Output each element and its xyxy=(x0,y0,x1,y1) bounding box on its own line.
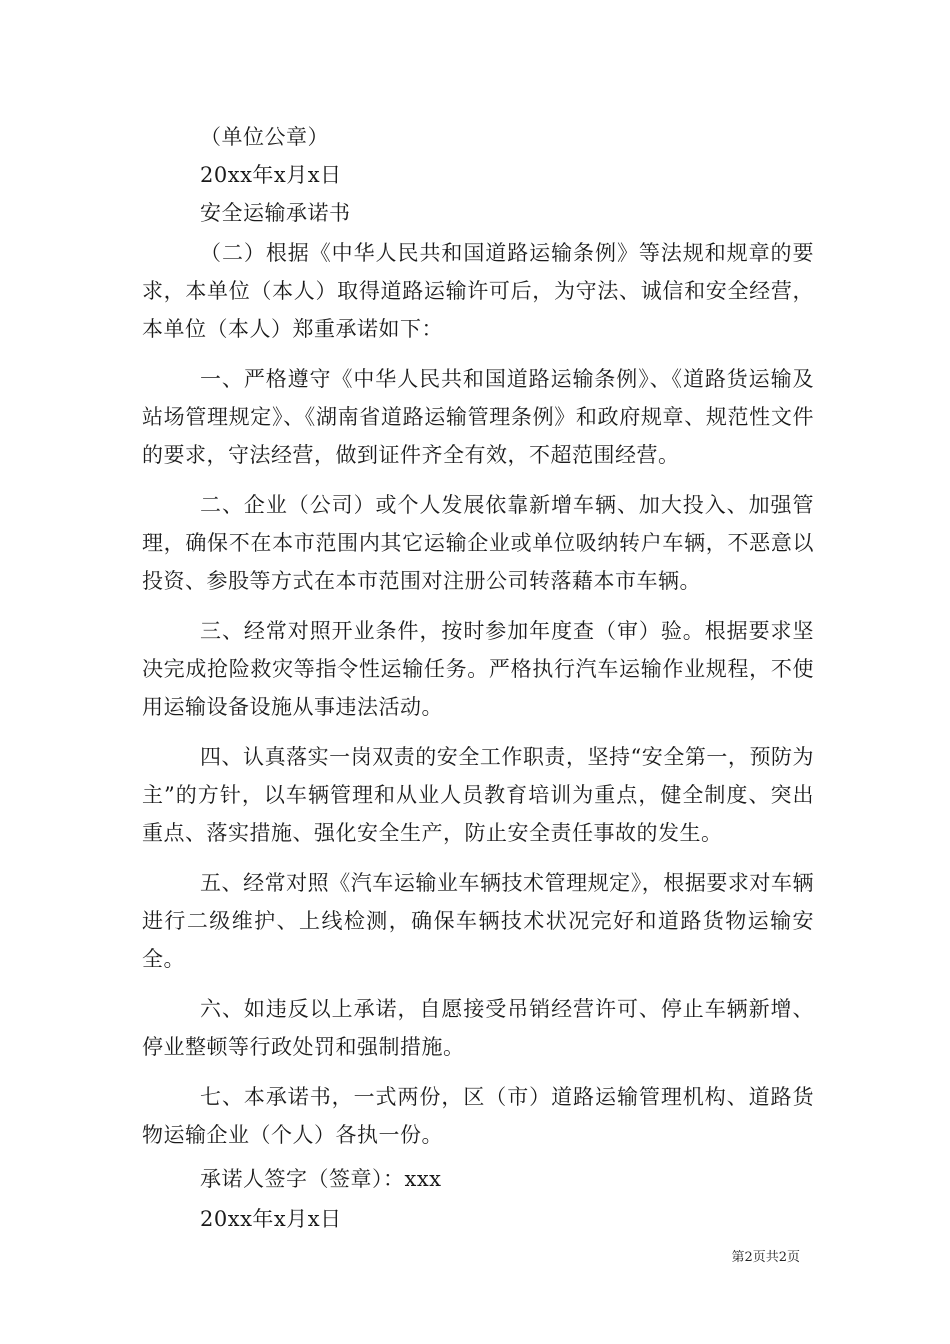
page-number: 第2页共2页 xyxy=(731,1250,800,1265)
document-title: 安全运输承诺书 xyxy=(200,201,351,225)
signer-line: 承诺人签字（签章）：xxx xyxy=(200,1167,442,1191)
paragraph-item-3: 三、经常对照开业条件，按时参加年度查（审）验。根据要求坚决完成抢险救灾等指令性运输任务。严格执行汽车运输作业规程，不使用运输设备设施从事违法活动。 xyxy=(142,619,814,719)
document-body xyxy=(142,118,814,1238)
paragraph-item-6: 六、如违反以上承诺，自愿接受吊销经营许可、停止车辆新增、停业整顿等行政处罚和强制措施。 xyxy=(142,997,814,1059)
paragraph-item-5: 五、经常对照《汽车运输业车辆技术管理规定》，根据要求对车辆进行二级维护、上线检测，确保车辆技术状况完好和道路货物运输安全。 xyxy=(142,871,814,971)
paragraph-item-4: 四、认真落实一岗双责的安全工作职责，坚持“安全第一，预防为主”的方针，以车辆管理和从业人员教育培训为重点，健全制度、突出重点、落实措施、强化安全生产，防止安全责任事故的发生。 xyxy=(142,745,814,845)
paragraph-intro: （二）根据《中华人民共和国道路运输条例》等法规和规章的要求，本单位（本人）取得道路运输许可后，为守法、诚信和安全经营，本单位（本人）郑重承诺如下： xyxy=(142,241,814,341)
header-date: 20xx年x月x日 xyxy=(200,163,342,187)
seal-note: （单位公章） xyxy=(200,125,329,149)
paragraph-item-2: 二、企业（公司）或个人发展依靠新增车辆、加大投入、加强管理，确保不在本市范围内其它运输企业或单位吸纳转户车辆，不恶意以投资、参股等方式在本市范围对注册公司转落藉本市车辆。 xyxy=(142,493,814,593)
paragraph-item-7: 七、本承诺书，一式两份，区（市）道路运输管理机构、道路货物运输企业（个人）各执一份。 xyxy=(142,1085,814,1147)
paragraph-item-1: 一、严格遵守《中华人民共和国道路运输条例》、《道路货运输及站场管理规定》、《湖南省道路运输管理条例》和政府规章、规范性文件的要求，守法经营，做到证件齐全有效，不超范围经营。 xyxy=(142,367,814,467)
signature-date: 20xx年x月x日 xyxy=(200,1207,342,1231)
